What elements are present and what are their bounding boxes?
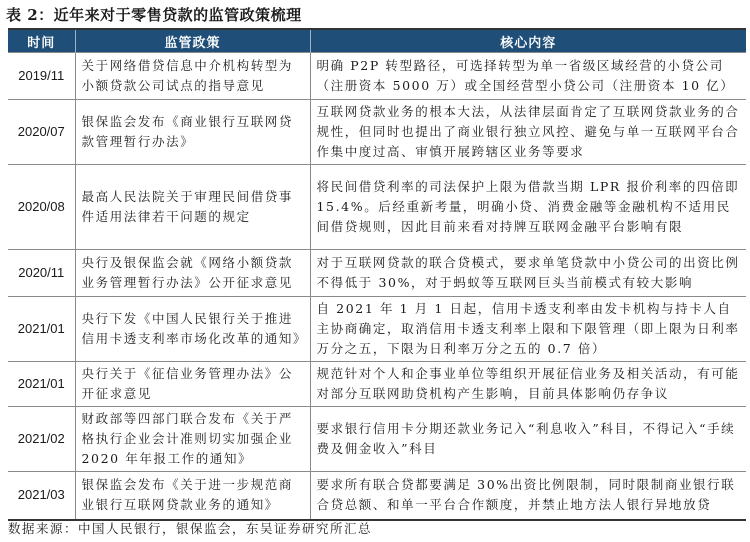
- cell-policy: 最高人民法院关于审理民间借贷事件适用法律若干问题的规定: [75, 165, 310, 250]
- cell-content: 将民间借贷利率的司法保护上限为借款当期 LPR 报价利率的四倍即 15.4%。后经重新考量，明确小贷、消费金融等金融机构不适用民间借贷规则，因此目前来看对持牌互联网金融平台影响有限: [310, 165, 746, 250]
- cell-content: 对于互联网贷款的联合贷模式，要求单笔贷款中小贷公司的出资比例不得低于 30%，对于蚂蚁等互联网巨头当前模式有较大影响: [310, 250, 746, 297]
- cell-policy: 银保监会发布《关于进一步规范商业银行互联网贷款业务的通知》: [75, 472, 310, 520]
- table-row: [8, 472, 746, 520]
- cell-policy: 银保监会发布《商业银行互联网贷款管理暂行办法》: [75, 100, 310, 165]
- table-row: [8, 165, 746, 250]
- table-row: [8, 297, 746, 362]
- column-header-date: 时间: [8, 30, 75, 53]
- cell-content: 明确 P2P 转型路径，可选择转型为单一省级区域经营的小贷公司（注册资本 5000 万）或全国经营型小贷公司（注册资本 10 亿）: [310, 53, 746, 100]
- cell-content: 要求所有联合贷都要满足 30%出资比例限制，同时限制商业银行联合贷总额、和单一平台合作额度，并禁止地方法人银行异地放贷: [310, 472, 746, 520]
- cell-policy: 央行下发《中国人民银行关于推进信用卡透支利率市场化改革的通知》: [75, 297, 310, 362]
- cell-content: 规范针对个人和企事业单位等组织开展征信业务及相关活动，有可能对部分互联网助贷机构产生影响，目前具体影响仍存争议: [310, 362, 746, 407]
- cell-date: 2020/08: [8, 165, 75, 250]
- cell-date: 2021/01: [8, 297, 75, 362]
- column-header-policy: 监管政策: [75, 30, 310, 53]
- cell-date: 2020/11: [8, 250, 75, 297]
- cell-date: 2019/11: [8, 53, 75, 100]
- cell-policy: 财政部等四部门联合发布《关于严格执行企业会计准则切实加强企业 2020 年年报工作的通知》: [75, 407, 310, 472]
- cell-policy: 央行关于《征信业务管理办法》公开征求意见: [75, 362, 310, 407]
- table-row: [8, 362, 746, 407]
- cell-date: 2021/03: [8, 472, 75, 520]
- data-source-note: 数据来源：中国人民银行，银保监会，东吴证券研究所汇总: [8, 521, 373, 536]
- table-header-row: [8, 30, 746, 53]
- cell-date: 2021/01: [8, 362, 75, 407]
- table-title: 表 2：近年来对于零售贷款的监管政策梳理: [6, 6, 302, 24]
- table-row: [8, 53, 746, 100]
- policy-table: [8, 28, 746, 521]
- cell-policy: 关于网络借贷信息中介机构转型为小额贷款公司试点的指导意见: [75, 53, 310, 100]
- cell-content: 互联网贷款业务的根本大法，从法律层面肯定了互联网贷款业务的合规性，但同时也提出了商业银行独立风控、避免与单一互联网平台合作集中度过高、审慎开展跨辖区业务等要求: [310, 100, 746, 165]
- cell-policy: 央行及银保监会就《网络小额贷款业务管理暂行办法》公开征求意见: [75, 250, 310, 297]
- table-row: [8, 407, 746, 472]
- column-header-content: 核心内容: [310, 30, 746, 53]
- cell-content: 要求银行信用卡分期还款业务记入“利息收入”科目，不得记入“手续费及佣金收入”科目: [310, 407, 746, 472]
- table-row: [8, 250, 746, 297]
- table-row: [8, 100, 746, 165]
- cell-date: 2020/07: [8, 100, 75, 165]
- cell-date: 2021/02: [8, 407, 75, 472]
- cell-content: 自 2021 年 1 月 1 日起，信用卡透支利率由发卡机构与持卡人自主协商确定，取消信用卡透支利率上限和下限管理（即上限为日利率万分之五，下限为日利率万分之五的 0.7 倍）: [310, 297, 746, 362]
